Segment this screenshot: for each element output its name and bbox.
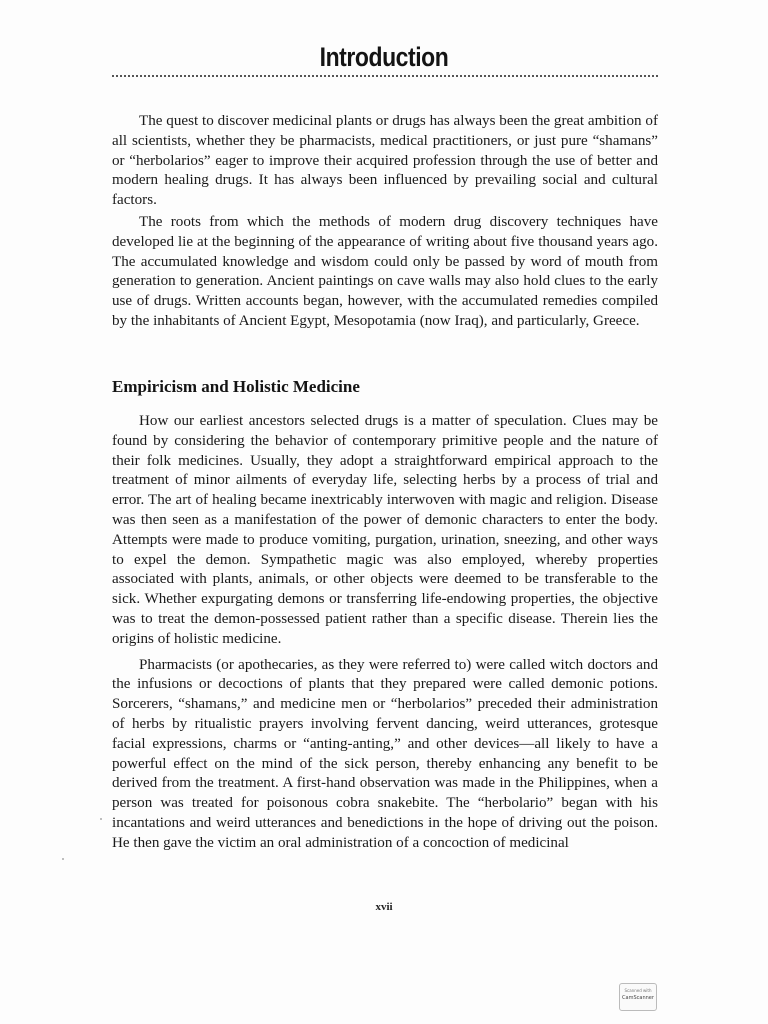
camscanner-badge bbox=[619, 983, 657, 1011]
title-divider bbox=[112, 75, 658, 77]
paragraph: The roots from which the methods of modern drug discovery techniques have developed lie at the beginning of the appearance of writing about five thousand years ago. The accumulated knowledge and wisdom could only be passed by word of mouth from generation to generation. Ancient paintings on cave walls may also hold clues to the early use of drugs. Written accounts began, however, with the accumulated remedies compiled by the inhabitants of Ancient Egypt, Mesopotamia (now Iraq), and particularly, Greece. bbox=[112, 213, 658, 329]
paragraph: How our earliest ancestors selected drugs is a matter of speculation. Clues may be found by considering the behavior of contemporary primitive people and the nature of their folk medicines. Usually, they adopt a straightforward empirical approach to the treatment of minor ailments of everyday life, selecting herbs by a process of trial and error. The art of healing became inextricably interwoven with magic and religion. Disease was then seen as a manifestation of the power of demonic characters to enter the body. Attempts were made to produce vomiting, purgation, urination, sneezing, and other ways to expel the demon. Sympathetic magic was also employed, whereby properties associated with plants, animals, or other objects were deemed to be transferable to the sick. Whether expurgating demons or transferring life-endowing properties, the objective was to treat the demon-possessed patient rather than a specific disease. Therein lies the origins of holistic medicine. bbox=[112, 413, 658, 647]
paragraph: Pharmacists (or apothecaries, as they were referred to) were called witch doctors and the infusions or decoctions of plants that they prepared were called demonic potions. Sorcerers, “shamans,” and medicine men or “herbolarios” preceded their administration of herbs by ritualistic prayers involving fervent dancing, weird utterances, grotesque facial expressions, charms or “anting-anting,” and other devices—all likely to have a powerful effect on the mind of the sick person, thereby enhancing any benefit to be derived from the treatment. A first-hand observation was made in the Philippines, when a person was treated for poisonous cobra snakebite. The “herbolario” began with his incantations and weird utterances and benedictions in the hope of driving out the poison. He then gave the victim an oral administration of a concoction of medicinal bbox=[112, 656, 658, 851]
scan-speck bbox=[100, 818, 102, 820]
badge-brand: CamScanner bbox=[622, 995, 654, 1001]
paragraph: The quest to discover medicinal plants or drugs has always been the great ambition of all scientists, whether they be pharmacists, medical practitioners, or just pure “shamans” or “herbolarios” eager to improve their acquired profession through the use of better and modern healing drugs. It has always been influenced by prevailing social and cultural factors. bbox=[112, 113, 658, 209]
scan-speck bbox=[62, 858, 64, 860]
intro-text bbox=[112, 112, 658, 332]
page-title: Introduction bbox=[319, 42, 449, 72]
section-text bbox=[112, 412, 658, 854]
page-number: xvii bbox=[375, 901, 393, 913]
section-heading: Empiricism and Holistic Medicine bbox=[112, 377, 360, 396]
badge-caption: Scanned with bbox=[624, 988, 652, 993]
